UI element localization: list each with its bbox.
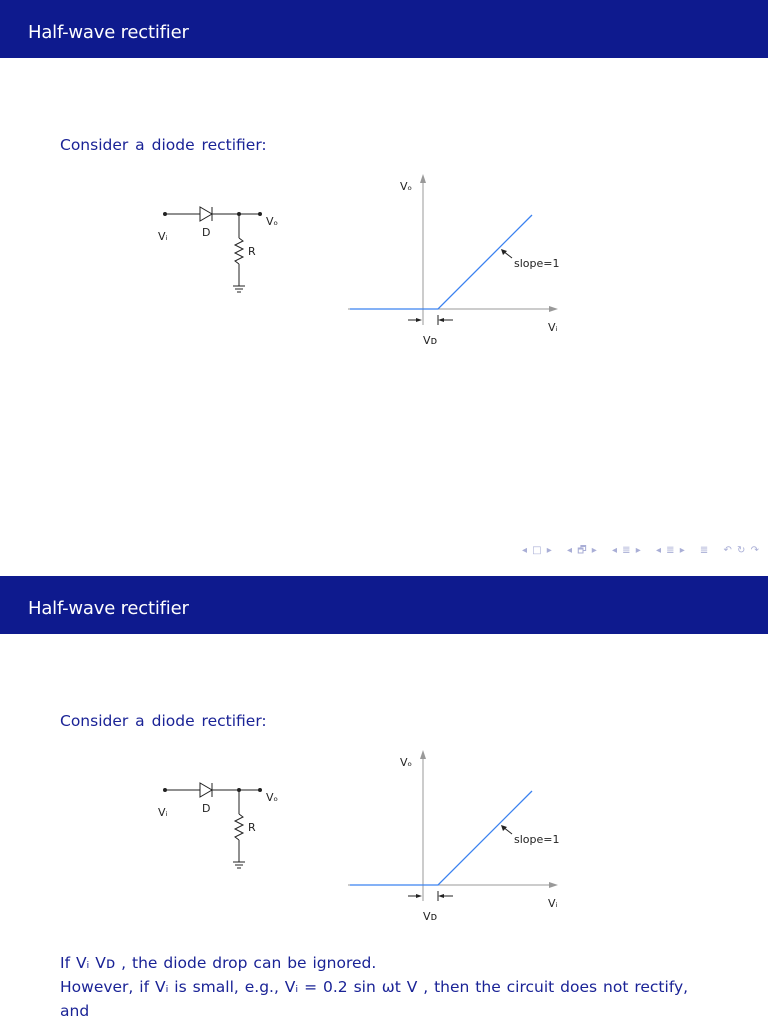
transfer-graph (348, 174, 559, 347)
body-line-3: and (60, 1002, 90, 1020)
output-node (258, 212, 262, 216)
figure (0, 0, 768, 420)
output-node (258, 788, 262, 792)
slide-title: Half-wave rectifier (28, 22, 189, 43)
resistor-label: R (248, 821, 256, 834)
y-axis-label: Vₒ (400, 180, 413, 193)
nav-subsection-icon[interactable]: ◂ 🗗 ▸ (567, 545, 598, 556)
x-axis-label: Vᵢ (548, 321, 558, 334)
x-axis-label: Vᵢ (548, 897, 558, 910)
circuit-diagram (158, 783, 278, 868)
output-label: Vₒ (266, 215, 279, 228)
threshold-label: Vᴅ (423, 910, 438, 923)
slope-label: slope=1 (514, 833, 560, 846)
slide-2 (0, 576, 768, 1024)
intro-text: Consider a diode rectifier: (60, 712, 267, 730)
nav-search-icon[interactable]: ↶ ↻ ↷ (723, 545, 760, 556)
body-line-2: However, if Vᵢ is small, e.g., Vᵢ = 0.2 sin ωt V , then the circuit does not rectify, (60, 978, 689, 996)
slope-label: slope=1 (514, 257, 560, 270)
resistor-symbol (235, 238, 243, 264)
nav-document-icon[interactable]: ◂ ≣ ▸ (655, 545, 686, 556)
body-line-1: If Vᵢ Vᴅ , the diode drop can be ignored. (60, 954, 377, 972)
diode-label: D (202, 226, 211, 239)
input-label: Vᵢ (158, 230, 168, 243)
transfer-graph (348, 750, 559, 923)
transfer-curve (350, 791, 532, 885)
nav-toc-icon[interactable]: ≣ (699, 545, 710, 556)
ground-icon (233, 286, 245, 292)
intro-text: Consider a diode rectifier: (60, 136, 267, 154)
figure (0, 576, 768, 996)
input-label: Vᵢ (158, 806, 168, 819)
nav-section-icon[interactable]: ◂ ≣ ▸ (611, 545, 642, 556)
diode-label: D (202, 802, 211, 815)
ground-icon (233, 862, 245, 868)
transfer-curve (350, 215, 532, 309)
diode-symbol (200, 207, 212, 221)
diode-symbol (200, 783, 212, 797)
resistor-symbol (235, 814, 243, 840)
circuit-diagram (158, 207, 278, 292)
beamer-navigation (512, 543, 760, 560)
y-axis-label: Vₒ (400, 756, 413, 769)
nav-frame-icon[interactable]: ◂ □ ▸ (521, 545, 553, 556)
threshold-label: Vᴅ (423, 334, 438, 347)
resistor-label: R (248, 245, 256, 258)
output-label: Vₒ (266, 791, 279, 804)
slide-title: Half-wave rectifier (28, 598, 189, 619)
